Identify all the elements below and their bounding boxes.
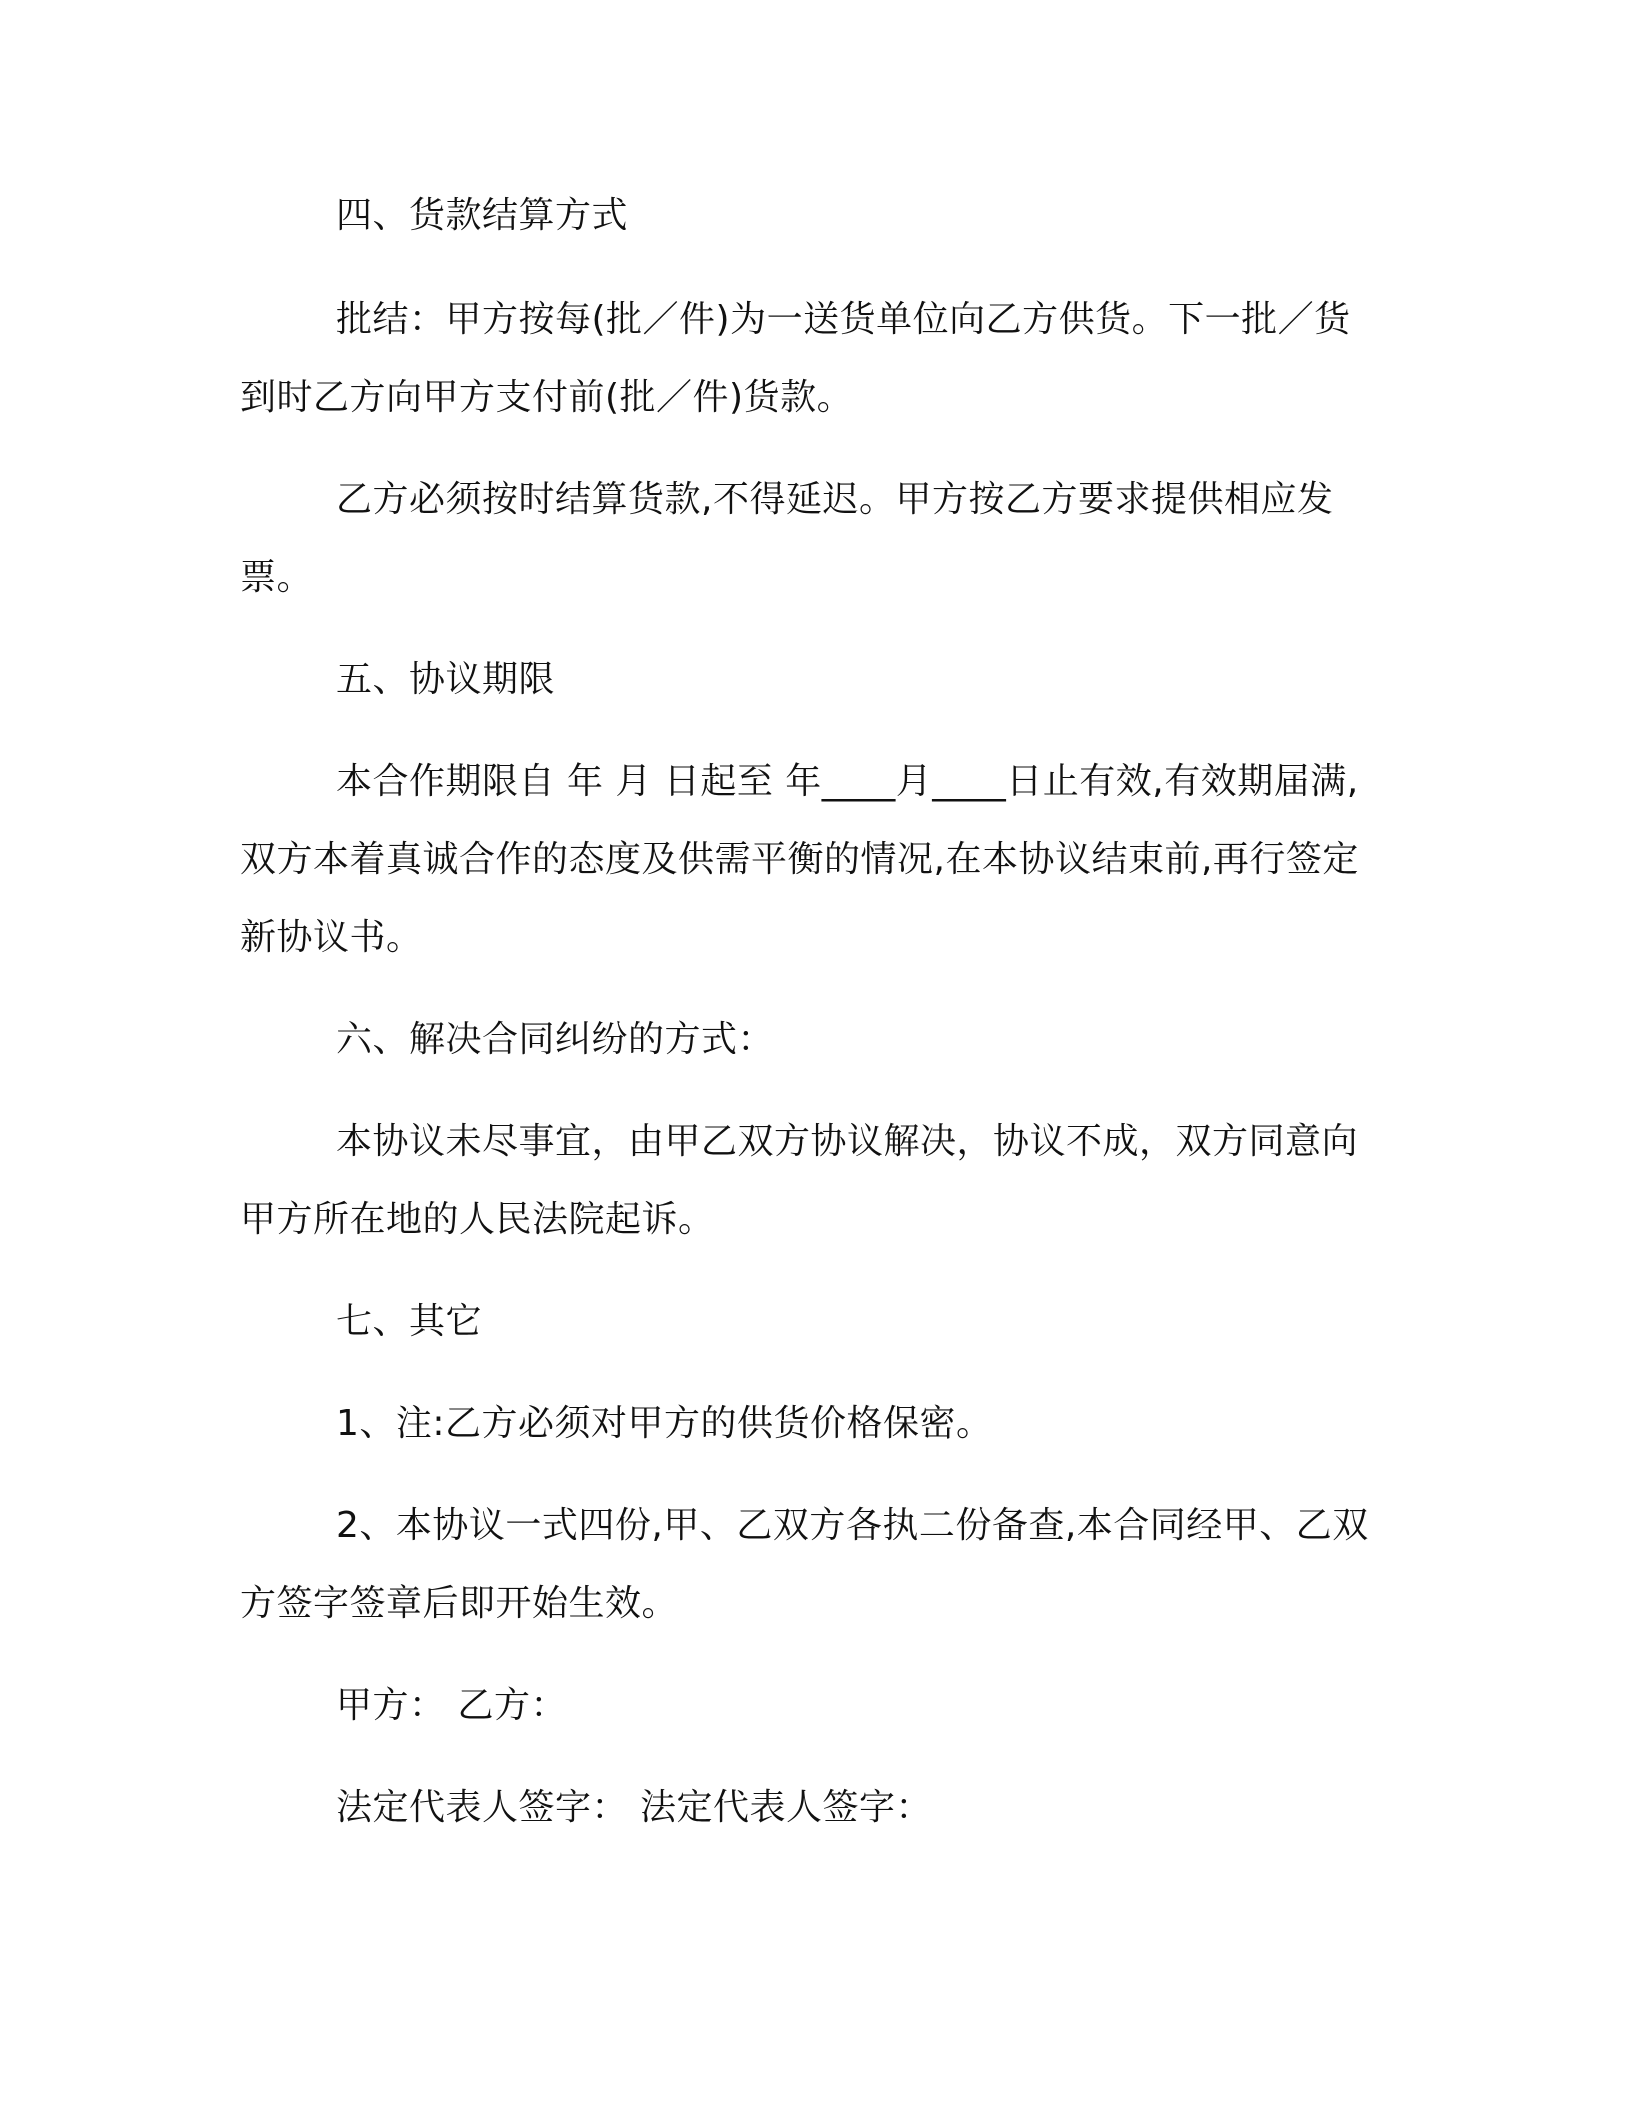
paragraph-line: 票。 bbox=[240, 557, 314, 598]
section-heading-other: 七、其它 bbox=[336, 1301, 483, 1342]
paragraph-line: 2、本协议一式四份,甲、乙双方各执二份备查,本合同经甲、乙双 bbox=[336, 1505, 1369, 1546]
signature-representatives: 法定代表人签字： 法定代表人签字： bbox=[336, 1787, 932, 1828]
section-heading-disputes: 六、解决合同纠纷的方式： bbox=[336, 1019, 775, 1060]
paragraph-line: 双方本着真诚合作的态度及供需平衡的情况,在本协议结束前,再行签定 bbox=[240, 839, 1359, 880]
section-heading-payment: 四、货款结算方式 bbox=[336, 195, 629, 236]
paragraph-line: 1、注:乙方必须对甲方的供货价格保密。 bbox=[336, 1403, 993, 1444]
section-heading-term: 五、协议期限 bbox=[336, 659, 556, 700]
paragraph-line: 本合作期限自 年 月 日起至 年____月____日止有效,有效期届满, bbox=[336, 761, 1359, 802]
paragraph-line: 新协议书。 bbox=[240, 917, 423, 958]
paragraph-line: 甲方所在地的人民法院起诉。 bbox=[240, 1199, 715, 1240]
paragraph-line: 乙方必须按时结算货款,不得延迟。甲方按乙方要求提供相应发 bbox=[336, 479, 1334, 520]
paragraph-line: 到时乙方向甲方支付前(批／件)货款。 bbox=[240, 377, 854, 418]
paragraph-line: 本协议未尽事宜，由甲乙双方协议解决，协议不成，双方同意向 bbox=[336, 1121, 1359, 1162]
signature-parties: 甲方： 乙方： bbox=[336, 1685, 567, 1726]
paragraph-line: 批结：甲方按每(批／件)为一送货单位向乙方供货。下一批／货 bbox=[336, 299, 1351, 340]
paragraph-line: 方签字签章后即开始生效。 bbox=[240, 1583, 679, 1624]
